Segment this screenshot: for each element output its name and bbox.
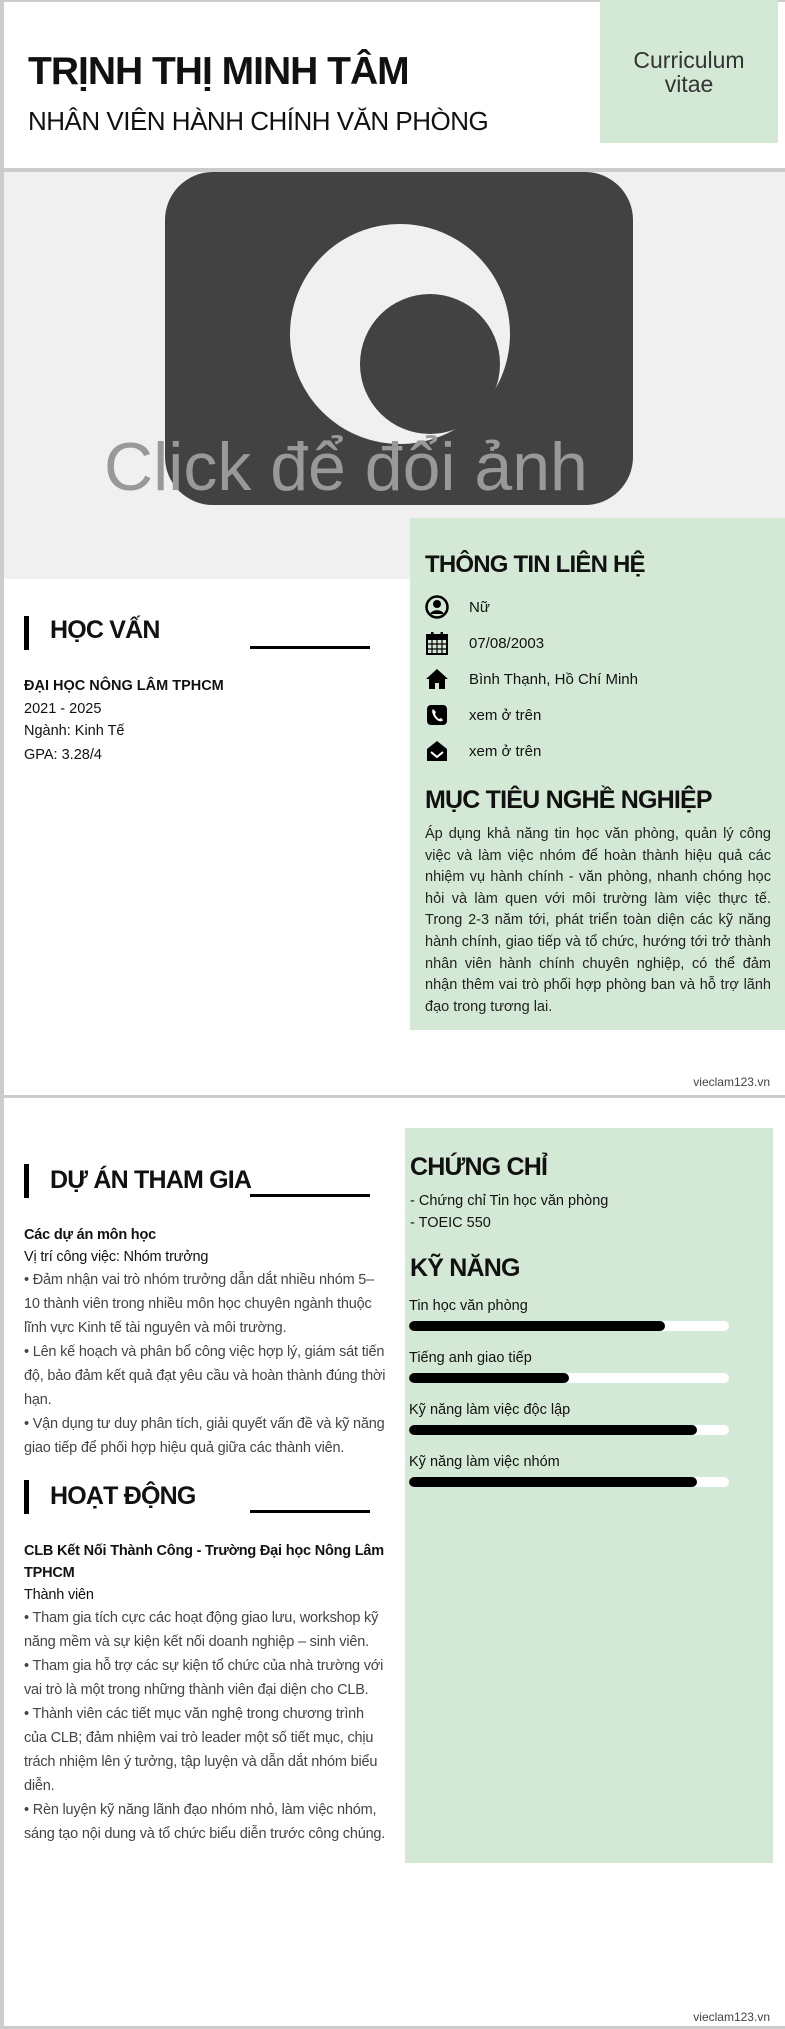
activity-bullet: • Rèn luyện kỹ năng lãnh đạo nhóm nhỏ, làm việc nhóm, sáng tạo nội dung và tổ chức biểu diễn trước công chúng. xyxy=(24,1802,386,1842)
envelope-icon xyxy=(425,739,449,763)
certificates-title: CHỨNG CHỈ xyxy=(410,1153,548,1181)
user-icon xyxy=(425,595,449,619)
activity-entry xyxy=(24,1540,386,1846)
skill-bar xyxy=(409,1425,729,1435)
skill-name: Kỹ năng làm việc độc lập xyxy=(409,1402,571,1418)
project-bullet: • Đảm nhận vai trò nhóm trưởng dẫn dắt nhiều nhóm 5–10 thành viên trong nhiều môn học chuyên ngành thuộc lĩnh vực Kinh tế tài nguyên và môi trường. xyxy=(24,1272,375,1336)
contact-title: THÔNG TIN LIÊN HỆ xyxy=(425,551,645,578)
skills-title: KỸ NĂNG xyxy=(410,1254,520,1282)
footer-brand[interactable]: vieclam123.vn xyxy=(693,1075,770,1089)
education-title: HỌC VẤN xyxy=(50,616,160,644)
section-marker xyxy=(24,616,29,650)
project-bullet: • Lên kế hoạch và phân bổ công việc hợp lý, giám sát tiến độ, bảo đảm kết quả đạt yêu cầu và hoàn thành đúng thời hạn. xyxy=(24,1344,386,1408)
activity-name: CLB Kết Nối Thành Công - Trường Đại học Nông Lâm TPHCM xyxy=(24,1543,384,1581)
project-role: Vị trí công việc: Nhóm trưởng xyxy=(24,1249,209,1265)
education-years: 2021 - 2025 xyxy=(24,701,102,717)
activities-title: HOẠT ĐỘNG xyxy=(50,1482,196,1510)
calendar-icon xyxy=(425,631,449,655)
camera-lens-center xyxy=(360,294,500,434)
contact-value: xem ở trên xyxy=(469,742,542,760)
skill-bar-fill xyxy=(409,1425,697,1435)
activity-bullet: • Thành viên các tiết mục văn nghệ trong chương trình của CLB; đảm nhiệm vai trò leader một số tiết mục, chịu trách nhiệm lên ý tưởng, tập luyện và dẫn dắt nhóm biểu diễn. xyxy=(24,1706,378,1794)
contact-address xyxy=(425,661,638,697)
activities-header xyxy=(24,1480,386,1514)
skill-bar xyxy=(409,1373,729,1383)
skill-name: Kỹ năng làm việc nhóm xyxy=(409,1454,560,1470)
candidate-name: TRỊNH THỊ MINH TÂM xyxy=(28,50,409,93)
contact-email xyxy=(425,733,638,769)
school-name: ĐẠI HỌC NÔNG LÂM TPHCM xyxy=(24,678,224,694)
projects-header xyxy=(24,1164,386,1198)
contact-birthday xyxy=(425,625,638,661)
candidate-position: NHÂN VIÊN HÀNH CHÍNH VĂN PHÒNG xyxy=(28,106,489,136)
education-gpa: GPA: 3.28/4 xyxy=(24,747,102,763)
skills-list xyxy=(409,1298,729,1506)
education-major: Ngành: Kinh Tế xyxy=(24,723,125,739)
skill-item xyxy=(409,1454,729,1506)
activity-bullet: • Tham gia hỗ trợ các sự kiện tổ chức của nhà trường với vai trò là một trong những thành viên đại diện cho CLB. xyxy=(24,1658,384,1698)
page-break xyxy=(4,1095,785,1098)
left-column xyxy=(24,1164,386,1866)
project-name: Các dự án môn học xyxy=(24,1227,156,1243)
certificate-item: - TOEIC 550 xyxy=(410,1215,491,1231)
contact-value: xem ở trên xyxy=(469,706,542,724)
skill-bar-fill xyxy=(409,1477,697,1487)
activity-bullet: • Tham gia tích cực các hoạt động giao lưu, workshop kỹ năng mềm và sự kiện kết nối doanh nghiệp – sinh viên. xyxy=(24,1610,379,1650)
contact-value: Nữ xyxy=(469,598,490,616)
contact-value: 07/08/2003 xyxy=(469,634,545,652)
photo-change-hint: Click để đổi ảnh xyxy=(104,429,588,505)
skill-bar xyxy=(409,1477,729,1487)
cv-label: Curriculum vitae xyxy=(600,0,778,143)
section-marker xyxy=(24,1164,29,1198)
contact-panel xyxy=(410,518,785,1030)
footer-brand[interactable]: vieclam123.vn xyxy=(693,2010,770,2024)
skill-name: Tin học văn phòng xyxy=(409,1298,528,1314)
contact-gender xyxy=(425,589,638,625)
contact-phone xyxy=(425,697,638,733)
objective-title: MỤC TIÊU NGHỀ NGHIỆP xyxy=(425,786,712,814)
project-entry xyxy=(24,1224,386,1460)
projects-title: DỰ ÁN THAM GIA xyxy=(50,1166,252,1194)
project-bullet: • Vận dụng tư duy phân tích, giải quyết vấn đề và kỹ năng giao tiếp để phối hợp hiệu quả giữa các thành viên. xyxy=(24,1416,385,1456)
objective-text: Áp dụng khả năng tin học văn phòng, quản lý công việc và làm việc nhóm để hoàn thành hiệu quả các nhiệm vụ hành chính - văn phòng, nhanh chóng học hỏi và làm quen với môi trường làm việc thực tế. Trong 2-3 năm tới, phát triển toàn diện các kỹ năng hành chính, giao tiếp và tổ chức, hướng tới trở thành nhân viên hành chính chuyên nghiệp, có thể đảm nhận thêm vai trò phối hợp phòng ban và hỗ trợ lãnh đạo trong tương lai. xyxy=(425,826,771,1015)
contact-value: Bình Thạnh, Hồ Chí Minh xyxy=(469,670,638,688)
skill-item xyxy=(409,1298,729,1350)
section-underline xyxy=(250,1510,370,1513)
activity-role: Thành viên xyxy=(24,1587,94,1603)
skill-bar-fill xyxy=(409,1321,665,1331)
section-underline xyxy=(250,646,370,649)
skill-bar-fill xyxy=(409,1373,569,1383)
section-marker xyxy=(24,1480,29,1514)
skill-item xyxy=(409,1402,729,1454)
certificate-item: - Chứng chỉ Tin học văn phòng xyxy=(410,1193,609,1209)
home-icon xyxy=(425,667,449,691)
section-underline xyxy=(250,1194,370,1197)
skill-bar xyxy=(409,1321,729,1331)
contact-list xyxy=(425,589,638,769)
skill-name: Tiếng anh giao tiếp xyxy=(409,1350,532,1366)
phone-icon xyxy=(425,703,449,727)
skills-panel xyxy=(405,1128,773,1863)
skill-item xyxy=(409,1350,729,1402)
